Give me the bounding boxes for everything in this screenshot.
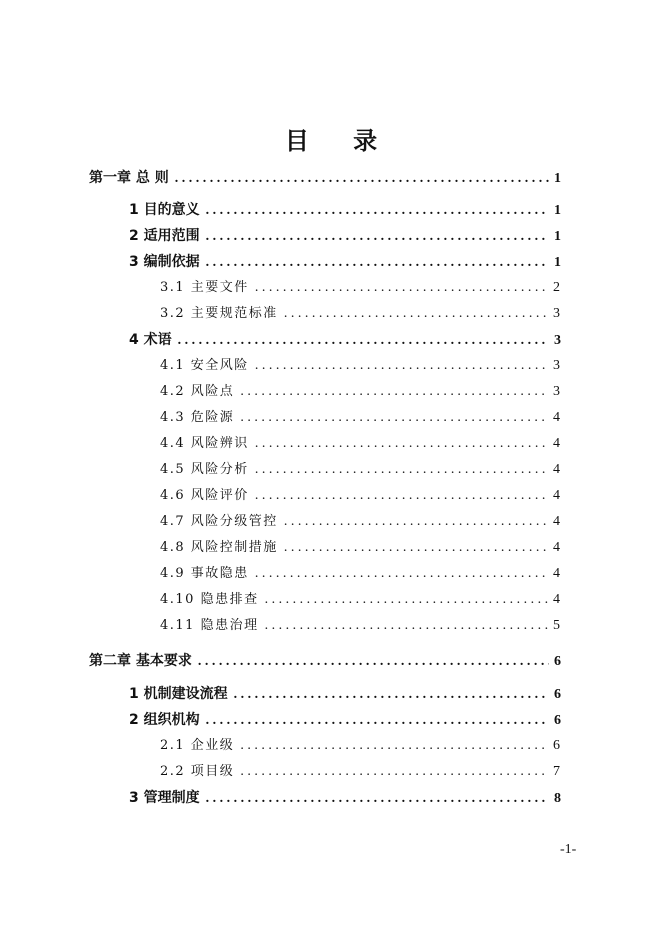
toc-dot-leader: [178, 330, 549, 352]
toc-subsection-entry[interactable]: [160, 277, 561, 299]
toc-subsection-entry[interactable]: [160, 563, 561, 585]
toc-section-entry[interactable]: [129, 683, 561, 705]
toc-entry-label: 4.8 风险控制措施: [160, 540, 278, 555]
toc-section-entry[interactable]: [129, 329, 561, 351]
toc-dot-leader: [206, 710, 549, 732]
toc-dot-leader: [284, 511, 549, 533]
toc-entry-page: 5: [553, 618, 562, 633]
toc-entry-page: 2: [553, 280, 562, 295]
toc-subsection-entry[interactable]: [160, 485, 561, 507]
toc-dot-leader: [240, 735, 549, 757]
toc-subsection-entry[interactable]: [160, 433, 561, 455]
toc-entry-label: 1 机制建设流程: [129, 686, 228, 702]
toc-entry-label: 4.6 风险评价: [160, 488, 249, 503]
toc-subsection-entry[interactable]: [160, 735, 561, 757]
toc-entry-label: 4.3 危险源: [160, 410, 235, 425]
toc-entry-page: 1: [554, 255, 561, 270]
toc-entry-label: 2 组织机构: [129, 712, 200, 728]
toc-entry-page: 8: [554, 791, 561, 806]
toc-subsection-entry[interactable]: [160, 459, 561, 481]
toc-entry-page: 4: [553, 410, 562, 425]
toc-entry-label: 4.9 事故隐患: [160, 566, 249, 581]
toc-subsection-entry[interactable]: [160, 355, 561, 377]
toc-dot-leader: [255, 433, 549, 455]
toc-entry-label: 4.1 安全风险: [160, 358, 249, 373]
toc-dot-leader: [234, 684, 549, 706]
toc-entry-page: 6: [553, 738, 562, 753]
toc-dot-leader: [198, 651, 549, 673]
toc-entry-label: 1 目的意义: [129, 202, 200, 218]
toc-dot-leader: [255, 459, 549, 481]
toc-dot-leader: [284, 303, 549, 325]
toc-chapter-entry[interactable]: [89, 167, 561, 189]
toc-entry-page: 1: [554, 171, 561, 186]
toc-dot-leader: [240, 381, 549, 403]
toc-entry-page: 3: [553, 306, 562, 321]
toc-entry-page: 4: [553, 540, 562, 555]
toc-section-entry[interactable]: [129, 709, 561, 731]
toc-entry-label: 3 管理制度: [129, 790, 200, 806]
toc-dot-leader: [240, 407, 549, 429]
toc-dot-leader: [265, 589, 549, 611]
toc-dot-leader: [255, 563, 549, 585]
toc-dot-leader: [255, 485, 549, 507]
toc-subsection-entry[interactable]: [160, 537, 561, 559]
toc-entry-page: 7: [553, 764, 562, 779]
toc-entry-label: 4.7 风险分级管控: [160, 514, 278, 529]
toc-entry-page: 4: [553, 462, 562, 477]
page-number: -1-: [560, 842, 577, 857]
toc-dot-leader: [175, 168, 549, 190]
toc-entry-label: 第二章 基本要求: [89, 653, 192, 669]
toc-entry-label: 3.2 主要规范标准: [160, 306, 278, 321]
toc-entry-label: 2 适用范围: [129, 228, 200, 244]
toc-entry-label: 4 术语: [129, 332, 172, 348]
toc-entry-page: 3: [553, 358, 562, 373]
toc-entry-page: 4: [553, 514, 562, 529]
toc-dot-leader: [255, 277, 549, 299]
toc-dot-leader: [206, 226, 549, 248]
toc-section-entry[interactable]: [129, 787, 561, 809]
toc-entry-page: 1: [554, 229, 561, 244]
toc-entry-page: 1: [554, 203, 561, 218]
toc-entry-page: 4: [553, 436, 562, 451]
toc-dot-leader: [206, 252, 549, 274]
toc-entry-page: 3: [553, 384, 562, 399]
toc-subsection-entry[interactable]: [160, 407, 561, 429]
toc-subsection-entry[interactable]: [160, 761, 561, 783]
toc-dot-leader: [206, 788, 549, 810]
toc-dot-leader: [240, 761, 549, 783]
toc-chapter-entry[interactable]: [89, 650, 561, 672]
toc-entry-label: 第一章 总 则: [89, 170, 169, 186]
toc-entry-label: 2.2 项目级: [160, 764, 235, 779]
toc-section-entry[interactable]: [129, 199, 561, 221]
toc-dot-leader: [255, 355, 549, 377]
toc-section-entry[interactable]: [129, 251, 561, 273]
toc-subsection-entry[interactable]: [160, 589, 561, 611]
toc-entry-label: 4.11 隐患治理: [160, 618, 259, 633]
toc-entry-page: 6: [554, 713, 561, 728]
toc-subsection-entry[interactable]: [160, 381, 561, 403]
toc-entry-label: 2.1 企业级: [160, 738, 235, 753]
toc-entry-page: 6: [554, 654, 561, 669]
toc-subsection-entry[interactable]: [160, 511, 561, 533]
toc-subsection-entry[interactable]: [160, 303, 561, 325]
toc-entry-page: 4: [553, 566, 562, 581]
toc-entry-page: 6: [554, 687, 561, 702]
toc-section-entry[interactable]: [129, 225, 561, 247]
toc-entry-label: 4.5 风险分析: [160, 462, 249, 477]
toc-entry-label: 4.10 隐患排查: [160, 592, 259, 607]
toc-entry-page: 3: [554, 333, 561, 348]
toc-entry-label: 3.1 主要文件: [160, 280, 249, 295]
toc-entry-label: 4.4 风险辨识: [160, 436, 249, 451]
toc-entry-label: 4.2 风险点: [160, 384, 235, 399]
toc-dot-leader: [265, 615, 549, 637]
page-title: 目 录: [284, 126, 396, 155]
toc-entry-label: 3 编制依据: [129, 254, 200, 270]
toc-dot-leader: [206, 200, 549, 222]
toc-subsection-entry[interactable]: [160, 615, 561, 637]
toc-dot-leader: [284, 537, 549, 559]
toc-entry-page: 4: [553, 488, 562, 503]
toc-entry-page: 4: [553, 592, 562, 607]
